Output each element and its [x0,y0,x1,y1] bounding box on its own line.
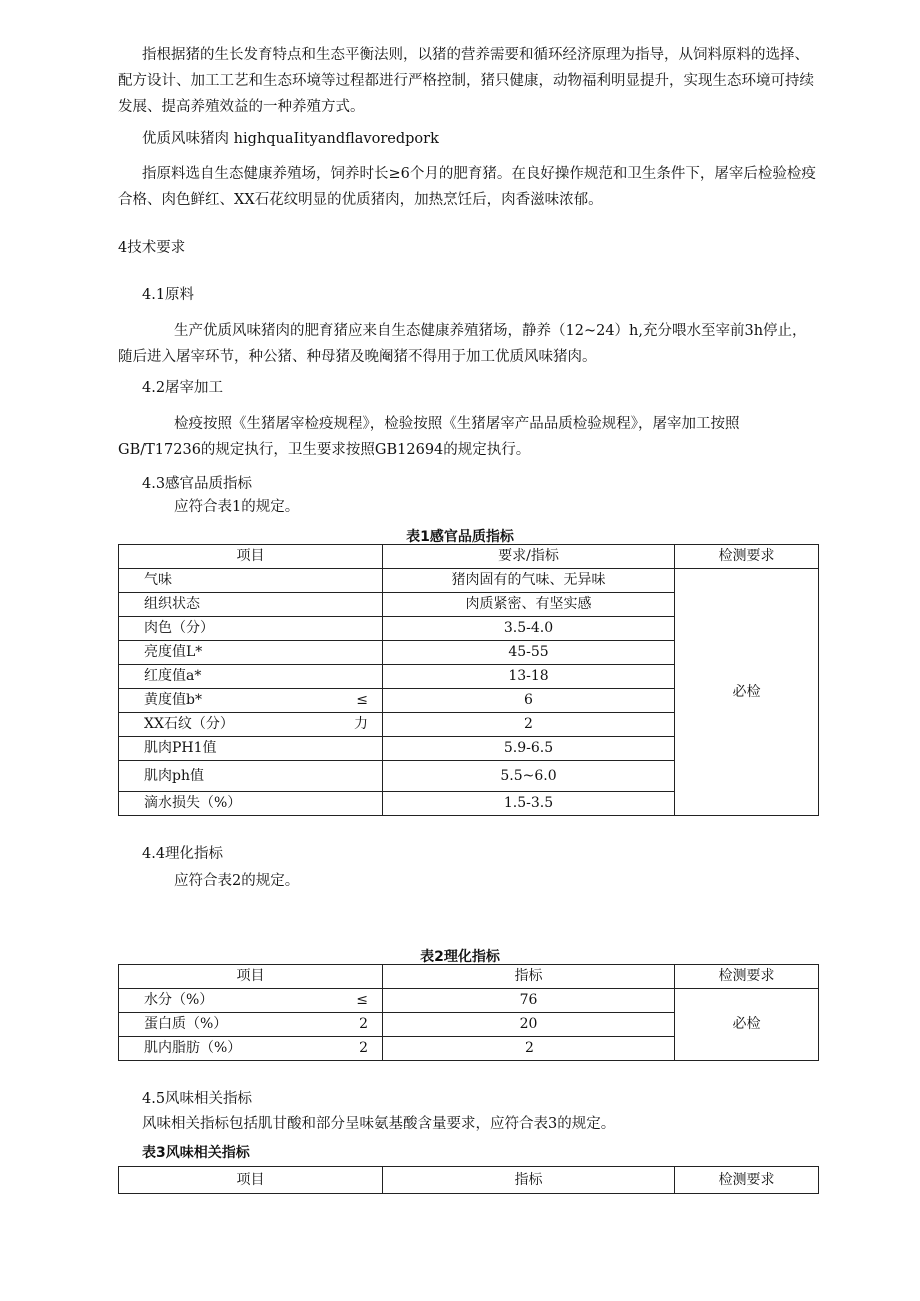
table-cell-item: 亮度值L* [119,641,383,665]
table-1-header-test: 检测要求 [675,545,819,569]
table-cell-value: 肉质紧密、有坚实感 [383,593,675,617]
section-4-4-text: 应符合表2的规定。 [174,873,300,889]
table-cell-value: 1.5-3.5 [383,792,675,816]
table-3-header-test: 检测要求 [675,1167,819,1194]
table-cell-value: 3.5-4.0 [383,617,675,641]
table-cell-value: 5.5~6.0 [383,761,675,792]
table-2-header-test: 检测要求 [675,965,819,989]
table-3-caption: 表3风味相关指标 [142,1145,250,1161]
table-cell-item: 黄度值b* ≤ [119,689,383,713]
table-1 [118,544,819,816]
table-1-header-row [119,545,819,569]
table-3 [118,1166,819,1194]
table-1-header-value: 要求/指标 [383,545,675,569]
table-cell-item: 肌内脂肪（%） 2 [119,1037,383,1061]
table-cell-item: 肉色（分） [119,617,383,641]
table-2-caption: 表2理化指标 [420,949,500,965]
section-4-2-text: 检疫按照《生猪屠宰检疫规程》，检验按照《生猪屠宰产品品质检验规程》，屠宰加工按照GB/T17236的规定执行，卫生要求按照GB12694的规定执行。 [118,416,740,458]
intro-paragraph-1: 指根据猪的生长发育特点和生态平衡法则，以猪的营养需要和循环经济原理为指导，从饲料原料的选择、配方设计、加工工艺和生态环境等过程都进行严格控制，猪只健康，动物福利明显提升，实现生态环境可持续发展、提高养殖效益的一种养殖方式。 [118,47,814,115]
section-4-3-title: 4.3感官品质指标 [142,476,253,492]
table-cell-item: 红度值a* [119,665,383,689]
section-4-1-text: 生产优质风味猪肉的肥育猪应来自生态健康养殖猪场，静养（12~24）h,充分喂水至宰前3h停止，随后进入屠宰环节，种公猪、种母猪及晚阉猪不得用于加工优质风味猪肉。 [118,323,807,365]
section-4-2-title: 4.2屠宰加工 [142,380,224,396]
term-definition-title: 优质风味猪肉 highquaIityandflavoredpork [142,131,439,147]
table-cell-item: 组织状态 [119,593,383,617]
table-2 [118,964,819,1061]
table-cell-value: 5.9-6.5 [383,737,675,761]
table-cell-value: 2 [383,1037,675,1061]
table-cell-item: 滴水损失（%） [119,792,383,816]
table-cell-value: 2 [383,713,675,737]
table-2-header-item: 项目 [119,965,383,989]
table-2-test-requirement: 必检 [675,989,819,1061]
table-cell-item: XX石纹（分） 力 [119,713,383,737]
table-cell-value: 13-18 [383,665,675,689]
table-3-header-value: 指标 [383,1167,675,1194]
section-4-5-text: 风味相关指标包括肌甘酸和部分呈味氨基酸含量要求，应符合表3的规定。 [142,1116,616,1132]
section-4-3-text: 应符合表1的规定。 [174,499,300,515]
table-cell-value: 猪肉固有的气味、无异味 [383,569,675,593]
table-cell-item: 肌肉ph值 [119,761,383,792]
table-cell-item: 气味 [119,569,383,593]
table-3-header-row [119,1167,819,1194]
table-2-header-value: 指标 [383,965,675,989]
intro-paragraph-2: 指原料选自生态健康养殖场，饲养时长≥6个月的肥育猪。在良好操作规范和卫生条件下，屠宰后检验检疫合格、肉色鲜红、XX石花纹明显的优质猪肉，加热烹饪后，肉香滋味浓郁。 [118,166,816,208]
section-4-title: 4技术要求 [118,240,186,256]
table-cell-value: 20 [383,1013,675,1037]
section-4-1-title: 4.1原料 [142,287,195,303]
table-3-header-item: 项目 [119,1167,383,1194]
table-cell-value: 45-55 [383,641,675,665]
table-1-caption: 表1感官品质指标 [406,529,514,545]
table-row [119,989,819,1013]
section-4-4-title: 4.4理化指标 [142,846,224,862]
section-4-5-title: 4.5风味相关指标 [142,1091,253,1107]
table-1-header-item: 项目 [119,545,383,569]
table-cell-item: 肌肉PH1值 [119,737,383,761]
table-cell-value: 6 [383,689,675,713]
table-cell-value: 76 [383,989,675,1013]
table-cell-item: 蛋白质（%） 2 [119,1013,383,1037]
table-row [119,569,819,593]
table-2-header-row [119,965,819,989]
table-1-test-requirement: 必检 [675,569,819,816]
table-cell-item: 水分（%） ≤ [119,989,383,1013]
